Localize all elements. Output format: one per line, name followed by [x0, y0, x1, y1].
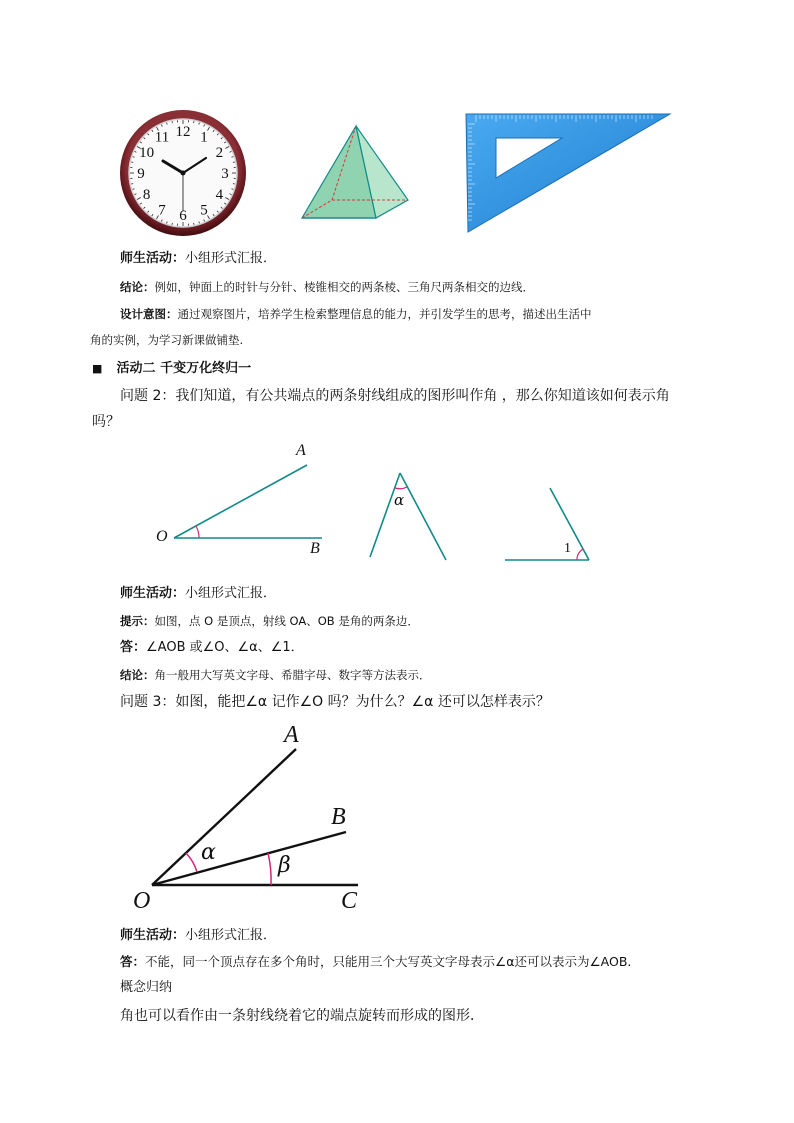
label-A: A: [296, 442, 306, 459]
label-1: 1: [564, 541, 571, 556]
concept-title: 概念归纳: [120, 980, 173, 995]
clock-number: 12: [175, 124, 191, 140]
activity-report-3: 师生活动：小组形式汇报．: [120, 928, 277, 943]
clock-number: 1: [200, 129, 208, 146]
label-A: A: [284, 722, 299, 748]
clock-number: 7: [158, 202, 166, 219]
activity-text: 小组形式汇报．: [185, 251, 277, 266]
label-beta: β: [278, 853, 291, 878]
clock-number: 3: [221, 166, 229, 182]
ray-alpha-left: [370, 473, 400, 557]
triangle-ruler-image: [464, 112, 672, 234]
angle-figures: [150, 440, 610, 570]
clock-number: 5: [200, 202, 208, 219]
conclusion-label: 结论：: [120, 280, 155, 294]
clock-image: [118, 108, 248, 238]
clock-number: 2: [215, 145, 224, 161]
clock-number: 9: [137, 166, 145, 182]
clock-number: 11: [154, 129, 170, 146]
activity2-title: 活动二 千变万化终归一: [116, 361, 252, 376]
answer-text: ∠AOB 或∠O、∠α、∠1．: [146, 640, 304, 655]
conclusion-text: 例如，钟面上的时针与分针、棱锥相交的两条棱、三角尺两条相交的边线．: [154, 280, 534, 294]
hint: [120, 612, 419, 630]
pyramid-image: [298, 122, 414, 222]
label-O: O: [156, 528, 168, 545]
conclusion-text: 角一般用大写英文字母、希腊字母、数字等方法表示．: [154, 668, 431, 682]
label-O: O: [133, 888, 151, 914]
hint-label: 提示：: [120, 614, 155, 628]
bullet-square-icon: ■: [92, 362, 103, 375]
aobc-figure: [128, 722, 378, 920]
label-B: B: [331, 804, 346, 830]
design-text-line1: 通过观察图片，培养学生检索整理信息的能力，并引发学生的思考，描述出生活中: [177, 307, 592, 321]
clock-number: 10: [139, 145, 155, 161]
label-alpha: α: [201, 840, 216, 865]
answer-3: [120, 953, 631, 971]
activity2-heading: [92, 360, 251, 378]
ray-oa: [174, 465, 307, 538]
answer-label: 答：: [120, 954, 146, 969]
design-text-line2: 角的实例，为学习新课做铺垫.: [90, 333, 244, 347]
activity-report-1: [120, 250, 276, 268]
question2-line2: 吗？: [92, 414, 120, 430]
question2-line1: 问题 2：我们知道，有公共端点的两条射线组成的图形叫作角 ，那么你知道该如何表示角: [120, 388, 670, 404]
answer-text: 不能，同一个顶点存在多个角时，只能用三个大写英文字母表示∠α还可以表示为∠AOB.: [145, 954, 632, 969]
label-B: B: [310, 540, 320, 557]
conclusion-2: [120, 666, 431, 684]
conclusion-1: [120, 278, 534, 296]
design-intent: [120, 305, 592, 323]
activity-report-2: 师生活动：小组形式汇报．: [120, 586, 277, 601]
ray-alpha-right: [400, 473, 446, 560]
clock-number: 4: [215, 187, 224, 203]
answer-2: [120, 639, 304, 657]
activity-label: 师生活动：: [120, 251, 186, 266]
clock-number: 6: [179, 208, 187, 224]
answer-label: 答：: [120, 640, 147, 655]
label-alpha: α: [394, 491, 405, 509]
concept-text: 角也可以看作由一条射线绕着它的端点旋转而形成的图形．: [120, 1008, 484, 1024]
clock-number: 8: [142, 187, 151, 203]
design-intent-cont: [90, 331, 243, 349]
label-C: C: [341, 888, 358, 914]
conclusion-label: 结论：: [120, 668, 155, 682]
hint-text: 如图，点 O 是顶点，射线 OA、OB 是角的两条边．: [154, 614, 419, 628]
design-label: 设计意图：: [120, 307, 178, 321]
question3: 问题 3：如图，能把∠α 记作∠O 吗？为什么？∠α 还可以怎样表示？: [120, 694, 550, 710]
